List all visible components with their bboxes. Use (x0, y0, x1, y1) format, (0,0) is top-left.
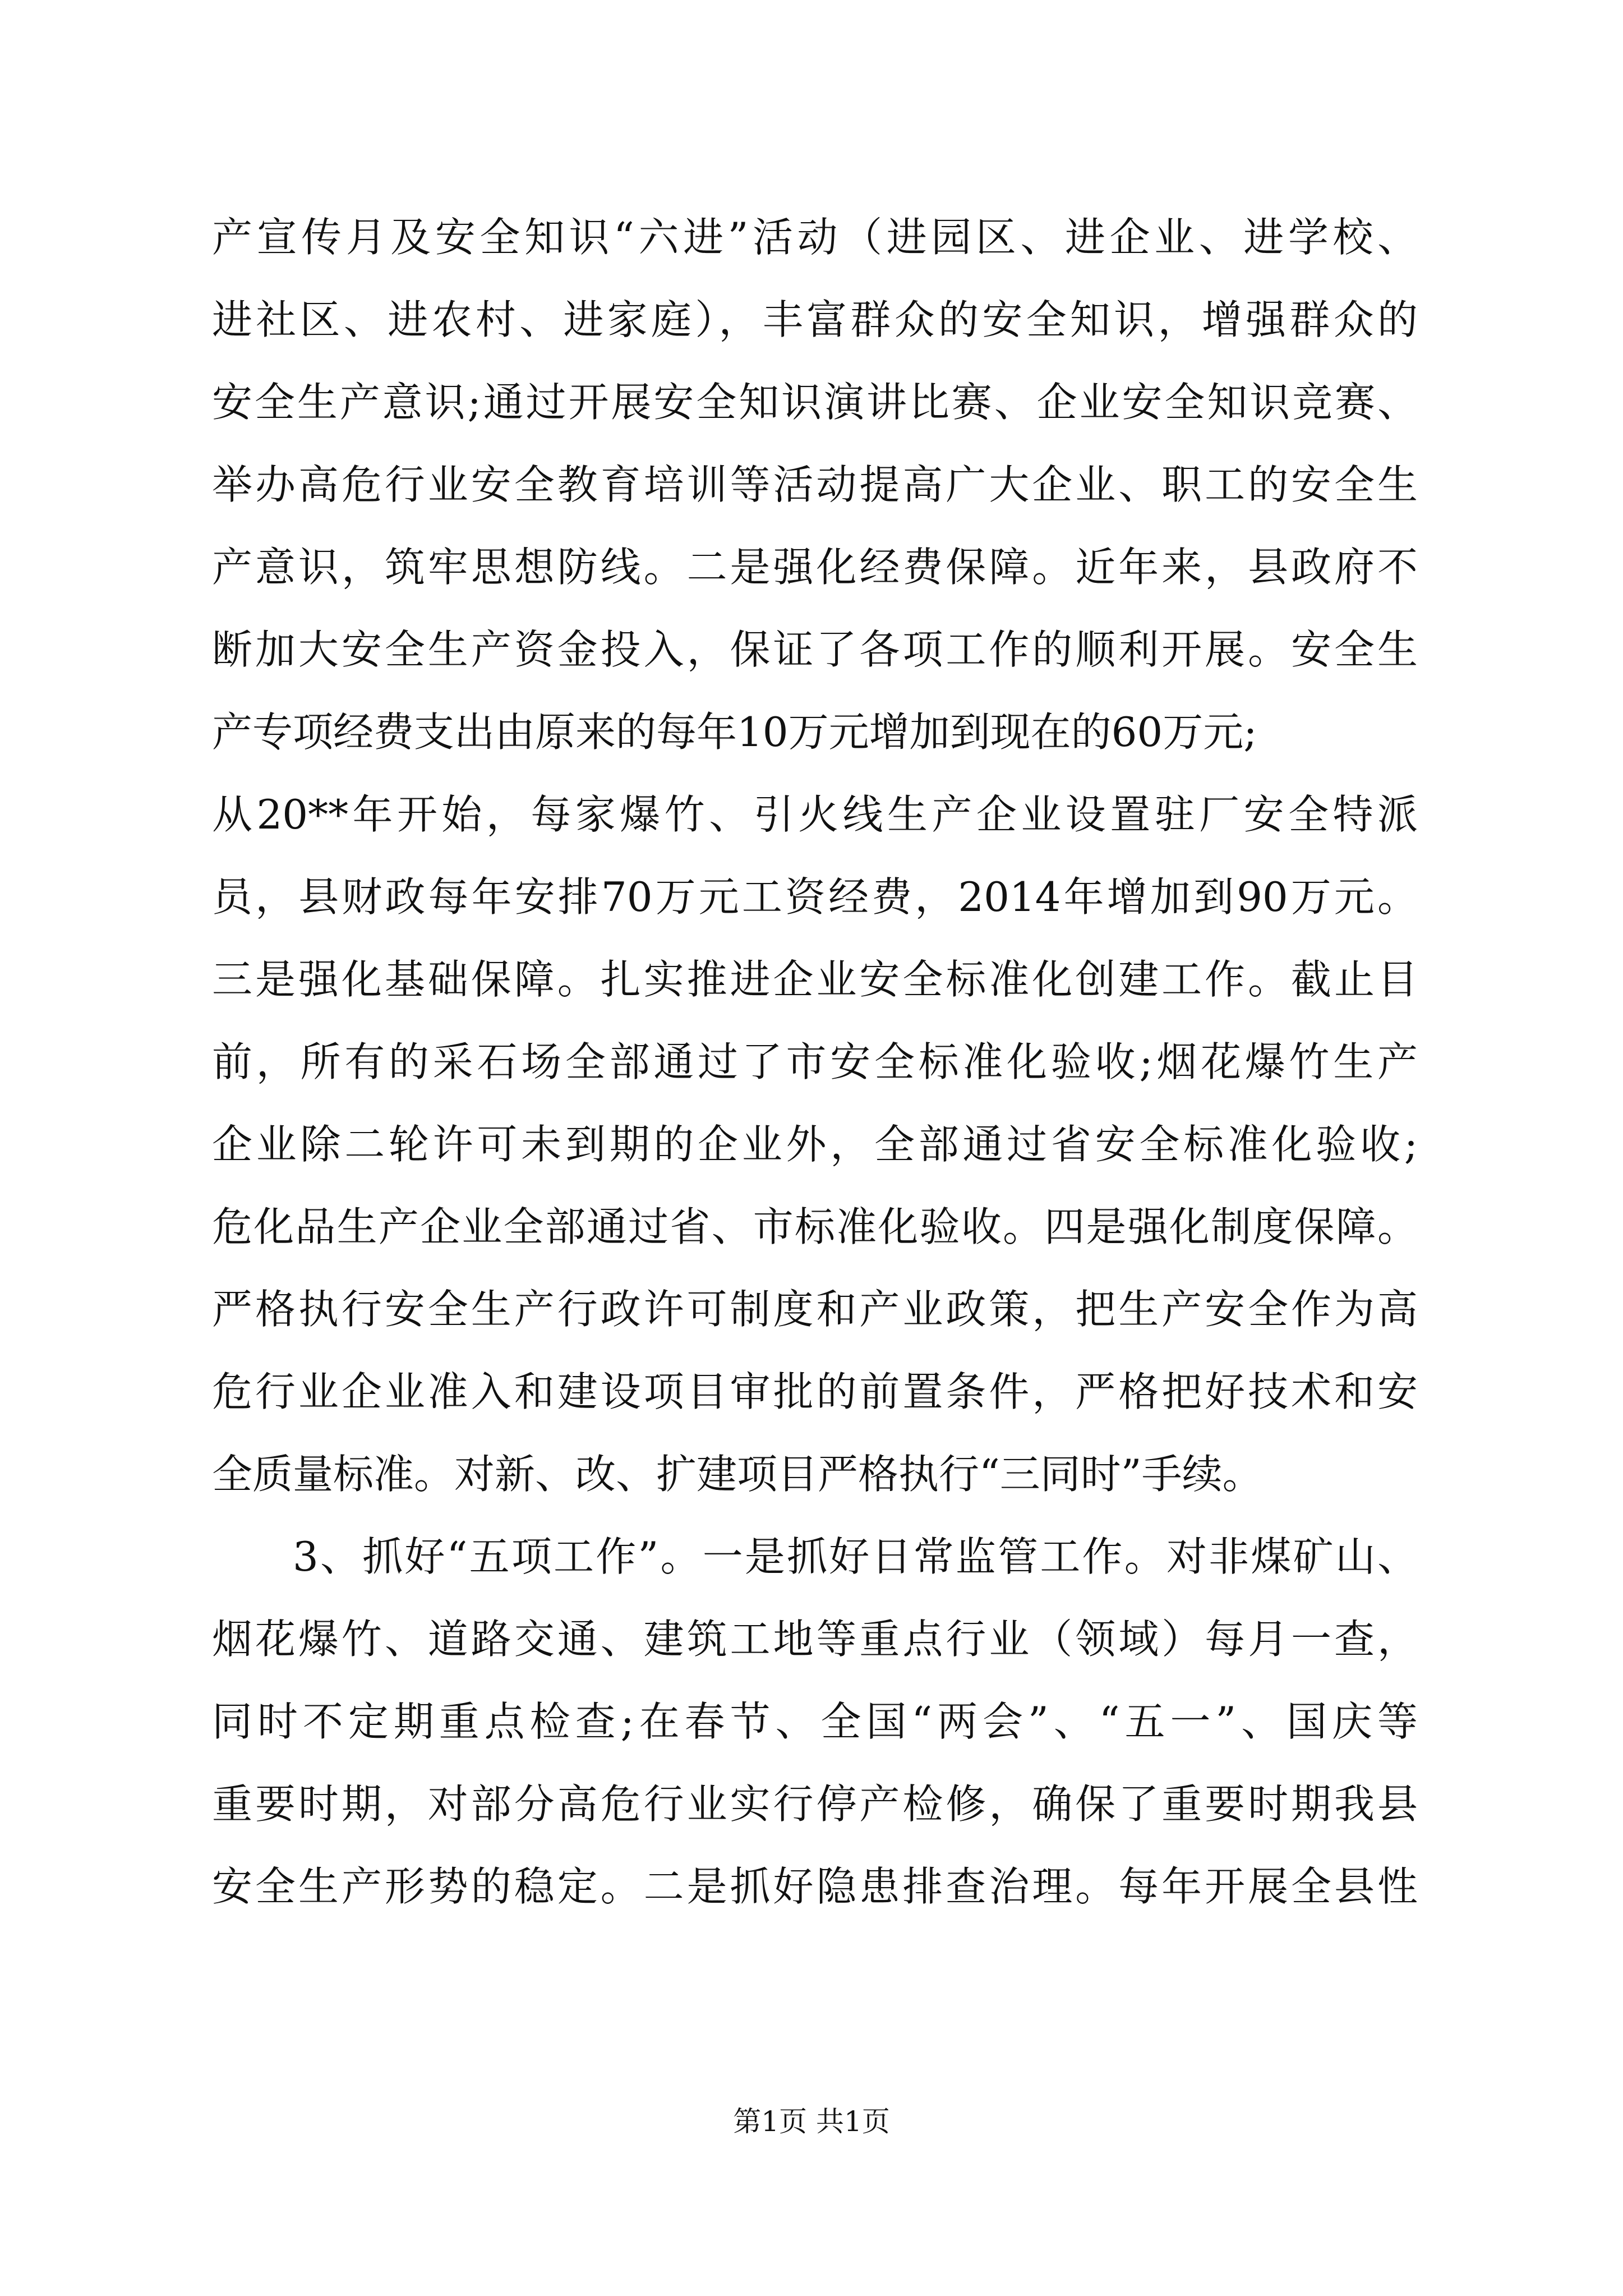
text-line: 产宣传月及安全知识“六进”活动（进园区、进企业、进学校、 (212, 214, 1418, 261)
text-line: 产专项经费支出由原来的每年10万元增加到现在的60万元; (212, 708, 1257, 756)
text-line: 产意识，筑牢思想防线。二是强化经费保障。近年来，县政府不 (212, 544, 1418, 591)
text-line: 安全生产形势的稳定。二是抓好隐患排查治理。每年开展全县性 (212, 1863, 1418, 1910)
text-line: 同时不定期重点检查;在春节、全国“两会”、“五一”、国庆等 (212, 1698, 1418, 1745)
text-line: 三是强化基础保障。扎实推进企业安全标准化创建工作。截止目 (212, 956, 1418, 1003)
text-line: 安全生产意识;通过开展安全知识演讲比赛、企业安全知识竞赛、 (212, 379, 1418, 426)
text-line: 重要时期，对部分高危行业实行停产检修，确保了重要时期我县 (212, 1780, 1418, 1828)
text-line: 前，所有的采石场全部通过了市安全标准化验收;烟花爆竹生产 (212, 1038, 1418, 1085)
text-line: 举办高危行业安全教育培训等活动提高广大企业、职工的安全生 (212, 461, 1418, 508)
text-line: 断加大安全生产资金投入，保证了各项工作的顺利开展。安全生 (212, 626, 1418, 673)
page-footer: 第1页 共1页 (733, 2105, 890, 2138)
text-line: 员，县财政每年安排70万元工资经费，2014年增加到90万元。 (212, 873, 1418, 921)
text-line: 烟花爆竹、道路交通、建筑工地等重点行业（领域）每月一查， (212, 1616, 1418, 1663)
text-line: 企业除二轮许可未到期的企业外，全部通过省安全标准化验收; (212, 1121, 1418, 1168)
paragraph-first-line: 3、抓好“五项工作”。一是抓好日常监管工作。对非煤矿山、 (293, 1533, 1418, 1580)
text-line: 危化品生产企业全部通过省、市标准化验收。四是强化制度保障。 (212, 1203, 1418, 1250)
text-line: 危行业企业准入和建设项目审批的前置条件，严格把好技术和安 (212, 1368, 1418, 1415)
document-body (212, 196, 1418, 1928)
text-line: 全质量标准。对新、改、扩建项目严格执行“三同时”手续。 (212, 1451, 1263, 1498)
text-line: 从20**年开始，每家爆竹、引火线生产企业设置驻厂安全特派 (212, 791, 1418, 838)
text-line: 进社区、进农村、进家庭），丰富群众的安全知识，增强群众的 (212, 296, 1418, 343)
text-line: 严格执行安全生产行政许可制度和产业政策，把生产安全作为高 (212, 1286, 1418, 1333)
